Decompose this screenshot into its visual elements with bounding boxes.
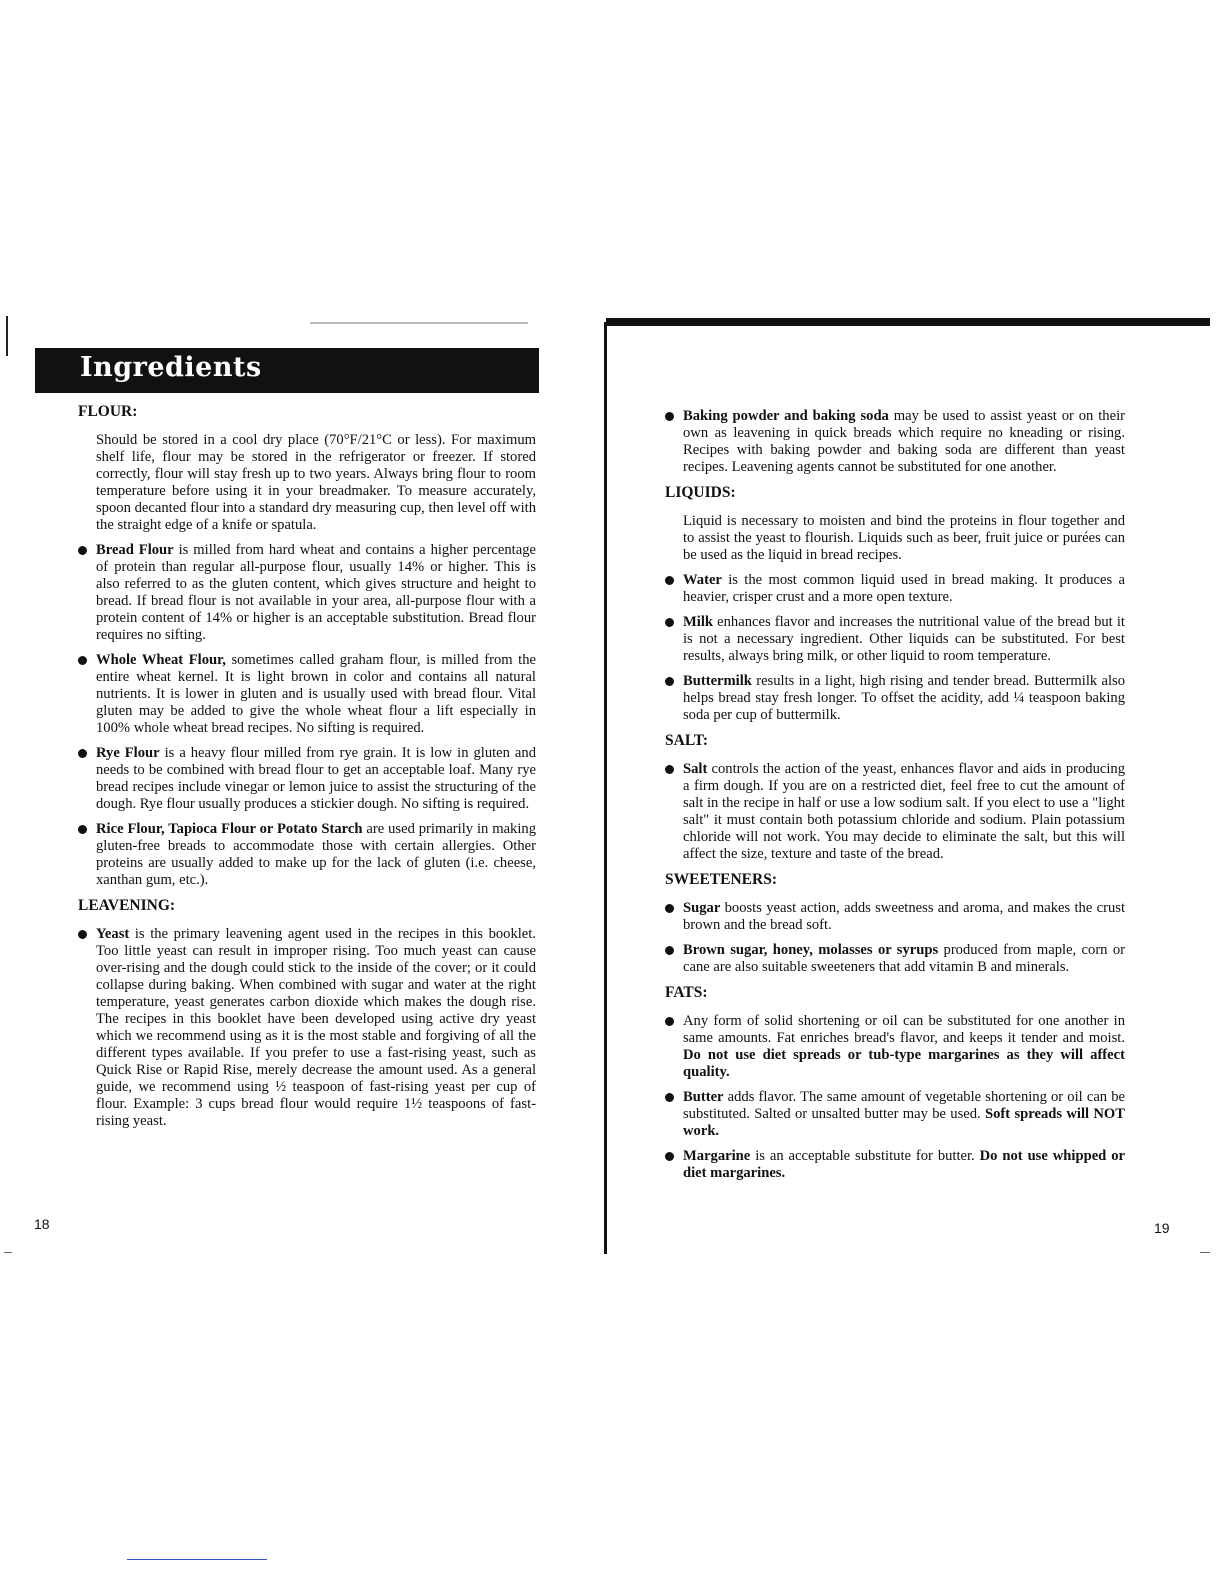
bullet-icon xyxy=(78,930,87,939)
section-heading-leavening: LEAVENING: xyxy=(78,897,176,914)
page-number-left: 18 xyxy=(34,1216,50,1232)
list-item-yeast: Yeast is the primary leavening agent used in the recipes in this booklet. Too little yeast can result in improper rising. Too much yeast can cause over-rising and the dough could stick to the inside of the cover; or it could collapse during baking. When combined with sugar and water at the right temperature, yeast generates carbon dioxide which makes the dough rise. The recipes in this booklet have been developed using active dry yeast which we recommend using as it is the most stable and forgiving of all the different types available. If you prefer to use a fast-rising yeast, such as Quick Rise or Rapid Rise, merely decrease the amount used. As a general guide, we recommend using ½ teaspoon of fast-rising yeast per cup of flour. Example: 3 cups bread flour would require 1½ teaspoons of fast-rising yeast. xyxy=(78,926,536,1130)
top-rule-left xyxy=(310,322,528,324)
bullet-icon xyxy=(78,656,87,665)
list-item-bread-flour: Bread Flour is milled from hard wheat and contains a higher percentage of protein than regular all-purpose flour, usually 14% or higher. This is also referred to as the gluten content, which gives structure and height to bread. If bread flour is not available in your area, all-purpose flour with a protein content of 14% or higher is an acceptable substitution. Bread flour requires no sifting. xyxy=(78,542,536,644)
list-item-sugar: Sugar boosts yeast action, adds sweetness and aroma, and makes the crust brown and the bread soft. xyxy=(665,900,1125,934)
bullet-icon xyxy=(665,412,674,421)
left-column xyxy=(78,403,536,1138)
list-item-rice-flour: Rice Flour, Tapioca Flour or Potato Starch are used primarily in making gluten-free breads to accommodate those with certain allergies. Other proteins are usually added to make up for the lack of gluten (i.e. cheese, xanthan gum, etc.). xyxy=(78,821,536,889)
bullet-icon xyxy=(665,1017,674,1026)
page-spine-divider xyxy=(604,322,607,1254)
footer-underline xyxy=(127,1559,267,1560)
edge-mark-left xyxy=(4,1252,12,1253)
section-heading-salt: SALT: xyxy=(665,732,709,749)
list-item-butter: Butter adds flavor. The same amount of vegetable shortening or oil can be substituted. Salted or unsalted butter may be used. Soft spreads will NOT work. xyxy=(665,1089,1125,1140)
bullet-icon xyxy=(665,946,674,955)
title-banner xyxy=(35,348,539,393)
bullet-icon xyxy=(78,825,87,834)
list-item-fats-general: Any form of solid shortening or oil can be substituted for one another in same amounts. Fat enriches bread's flavor, and keeps it tender and moist. Do not use diet spreads or tub-type margarines as they will affect quality. xyxy=(665,1013,1125,1081)
list-item-baking-powder: Baking powder and baking soda may be used to assist yeast or on their own as leavening in quick breads which require no kneading or rising. Recipes with baking powder and baking soda are different than yeast recipes. Leavening agents cannot be substituted for one another. xyxy=(665,408,1125,476)
list-item-milk: Milk enhances flavor and increases the nutritional value of the bread but it is not a necessary ingredient. Other liquids can be substituted. For best results, always bring milk, or other liquid to room temperature. xyxy=(665,614,1125,665)
bullet-icon xyxy=(665,765,674,774)
bullet-icon xyxy=(665,677,674,686)
list-item-buttermilk: Buttermilk results in a light, high rising and tender bread. Buttermilk also helps bread stay fresh longer. To offset the acidity, add ¼ teaspoon baking soda per cup of buttermilk. xyxy=(665,673,1125,724)
page-title: Ingredients xyxy=(80,352,262,383)
page-number-right: 19 xyxy=(1154,1220,1170,1236)
bullet-icon xyxy=(665,618,674,627)
bullet-icon xyxy=(78,749,87,758)
bullet-icon xyxy=(665,1152,674,1161)
bullet-icon xyxy=(665,1093,674,1102)
bullet-icon xyxy=(665,904,674,913)
right-column xyxy=(665,408,1125,1190)
list-item-water: Water is the most common liquid used in bread making. It produces a heavier, crisper crust and a more open texture. xyxy=(665,572,1125,606)
section-heading-fats: FATS: xyxy=(665,984,708,1001)
section-heading-flour: FLOUR: xyxy=(78,403,138,420)
list-item-margarine: Margarine is an acceptable substitute for butter. Do not use whipped or diet margarines. xyxy=(665,1148,1125,1182)
flour-intro: Should be stored in a cool dry place (70°F/21°C or less). For maximum shelf life, flour may be stored in the refrigerator or freezer. If stored correctly, flour will stay fresh up to two years. Always bring flour to room temperature before using it in your breadmaker. To measure accurately, spoon decanted flour into a standard dry measuring cup, then level off with the straight edge of a knife or spatula. xyxy=(96,432,536,533)
top-rule-right xyxy=(606,318,1210,326)
edge-mark-right xyxy=(1200,1252,1210,1253)
list-item-brown-sugar: Brown sugar, honey, molasses or syrups produced from maple, corn or cane are also suitable sweeteners that add vitamin B and minerals. xyxy=(665,942,1125,976)
list-item-salt: Salt controls the action of the yeast, enhances flavor and aids in producing a firm dough. If you are on a restricted diet, feel free to cut the amount of salt in the recipe in half or use a low sodium salt. If you elect to use a "light salt" it must contain both potassium chloride and sodium. Plain potassium chloride will not work. You may decide to eliminate the salt, but this will affect the size, texture and taste of the bread. xyxy=(665,761,1125,863)
list-item-rye-flour: Rye Flour is a heavy flour milled from rye grain. It is low in gluten and needs to be combined with bread flour to get an acceptable loaf. Many rye bread recipes include vinegar or lemon juice to assist the structuring of the dough. Rye flour usually produces a stickier dough. No sifting is required. xyxy=(78,745,536,813)
bullet-icon xyxy=(665,576,674,585)
liquids-intro: Liquid is necessary to moisten and bind the proteins in flour together and to assist the yeast to flourish. Liquids such as beer, fruit juice or purées can be used as the liquid in bread recipes. xyxy=(683,513,1125,563)
bullet-icon xyxy=(78,546,87,555)
page-edge-mark xyxy=(6,316,8,356)
list-item-whole-wheat-flour: Whole Wheat Flour, sometimes called graham flour, is milled from the entire wheat kernel. It is light brown in color and contains all natural nutrients. It is lower in gluten and is usually used with bread flour. Vital gluten may be added to give the whole wheat flour a lift especially in 100% whole wheat bread recipes. No sifting is required. xyxy=(78,652,536,737)
section-heading-liquids: LIQUIDS: xyxy=(665,484,736,501)
section-heading-sweeteners: SWEETENERS: xyxy=(665,871,777,888)
